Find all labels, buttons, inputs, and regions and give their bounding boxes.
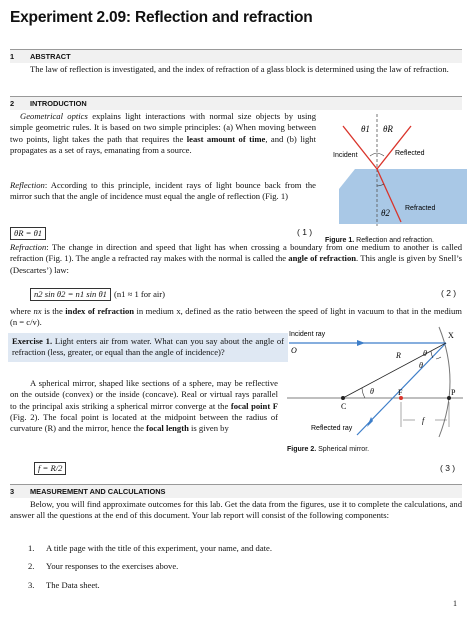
figure-2-diagram bbox=[285, 325, 465, 440]
page-title: Experiment 2.09: Reflection and refraction bbox=[10, 9, 313, 26]
theta2-label: θ2 bbox=[381, 208, 390, 218]
section-header-measurement bbox=[10, 484, 462, 498]
refraction-paragraph: Refraction: The change in direction and speed that light has when crossing a boundary from one medium to another is called refraction (Fig. 1). The angle a refracted ray makes with the normal is called the angle of refraction. This angle is given by Snell’s (Descartes’) law: bbox=[10, 242, 462, 275]
figure-2-caption: Figure 2. Spherical mirror. bbox=[287, 446, 370, 453]
glass-block bbox=[339, 169, 467, 224]
C-label: C bbox=[341, 402, 347, 411]
reflected-arrow bbox=[367, 417, 373, 427]
incident-label: Incident bbox=[333, 152, 358, 159]
refracted-label: Refracted bbox=[405, 205, 436, 212]
section-title: ABSTRACT bbox=[30, 52, 71, 61]
f-label: f bbox=[422, 416, 425, 425]
components-list bbox=[28, 543, 448, 598]
reflection-paragraph: Reflection: According to this principle, incident rays of light bounce back from the mirror such that the angle of incidence must equal the angle of reflection (Fig. 1) bbox=[10, 180, 316, 202]
section-title: MEASUREMENT AND CALCULATIONS bbox=[30, 487, 166, 496]
angle-arc-r bbox=[377, 153, 384, 156]
equation-1-number: ( 1 ) bbox=[297, 227, 313, 237]
thetaR-label: θR bbox=[383, 124, 393, 134]
F-label: F bbox=[398, 388, 403, 397]
theta-label-1: θ bbox=[423, 349, 427, 358]
spherical-mirror-paragraph: A spherical mirror, shaped like sections of a sphere, may be reflective on the outside (convex) or the inside (concave). Real or virtual rays parallel to the principal axis striking a spherical mirror converge at the focal point F (Fig. 2). The focal point is located at the midpoint between the radius of curvature (R) and the mirror, hence the focal length is given by bbox=[10, 378, 278, 434]
equation-1: θR = θ1 bbox=[10, 227, 46, 240]
angle-arc-x2 bbox=[436, 357, 441, 359]
section-header-introduction bbox=[10, 96, 462, 110]
theta-label-2: θ bbox=[419, 361, 423, 370]
angle-arc-c bbox=[362, 388, 365, 398]
R-label: R bbox=[396, 351, 401, 360]
equation-2-number: ( 2 ) bbox=[441, 288, 457, 298]
incident-ray bbox=[343, 126, 377, 169]
list-item: 1. A title page with the title of this experiment, your name, and date. bbox=[28, 543, 273, 553]
abstract-text: The law of reflection is investigated, and the index of refraction of a glass block is determined using the law of refraction. bbox=[30, 64, 449, 74]
list-item: 3. The Data sheet. bbox=[28, 579, 100, 590]
center-point bbox=[341, 396, 345, 400]
incident-ray-label: Incident ray bbox=[289, 331, 326, 338]
reflected-label: Reflected bbox=[395, 150, 425, 157]
section-number: 3 bbox=[10, 487, 15, 496]
X-label: X bbox=[448, 331, 454, 340]
O-label: O bbox=[291, 346, 297, 355]
measurement-text: Below, you will find approximate outcomes for this lab. Get the data from the figures, use it to complete the calculations, and answer all the questions at the end of this document. Your lab report will consist of the following components: bbox=[10, 499, 462, 521]
figure-1-caption: Figure 1. Reflection and refraction. bbox=[325, 237, 434, 244]
intro-paragraph-1: Geometrical optics explains light interactions with normal size objects by using simple geometric rules. It is based on two simple principles: (a) When moving between two points, light takes the path that requires the least amount of time, and (b) light propagates as a set of rays, emanating from a source. bbox=[10, 111, 316, 156]
exercise-1-box: Exercise 1. Light enters air from water. What can you say about the angle of refraction (less, greater, or equal than the angle of incidence)? bbox=[8, 333, 288, 362]
index-paragraph: where nx is the index of refraction in medium x, defined as the ratio between the speed of light in vacuum to that in the medium (n = c/v). bbox=[10, 306, 462, 328]
incident-arrow bbox=[357, 340, 365, 346]
theta1-label: θ1 bbox=[361, 124, 370, 134]
equation-3: f = R/2 bbox=[34, 462, 66, 475]
reflected-ray-label: Reflected ray bbox=[311, 425, 353, 432]
equation-3-number: ( 3 ) bbox=[440, 463, 456, 473]
angle-arc-1 bbox=[370, 153, 377, 156]
figure-1-diagram bbox=[325, 114, 470, 229]
theta-label-3: θ bbox=[370, 387, 374, 396]
section-number: 1 bbox=[10, 52, 15, 61]
section-number: 2 bbox=[10, 99, 15, 108]
list-item: 2. Your responses to the exercises above. bbox=[28, 561, 179, 572]
equation-2: n2 sin θ2 = n1 sin θ1 (n1 ≈ 1 for air) bbox=[30, 288, 165, 301]
P-label: P bbox=[451, 388, 456, 397]
section-title: INTRODUCTION bbox=[30, 99, 87, 108]
page-number: 1 bbox=[453, 599, 457, 608]
section-header-abstract bbox=[10, 49, 462, 63]
radius-line bbox=[343, 343, 446, 398]
